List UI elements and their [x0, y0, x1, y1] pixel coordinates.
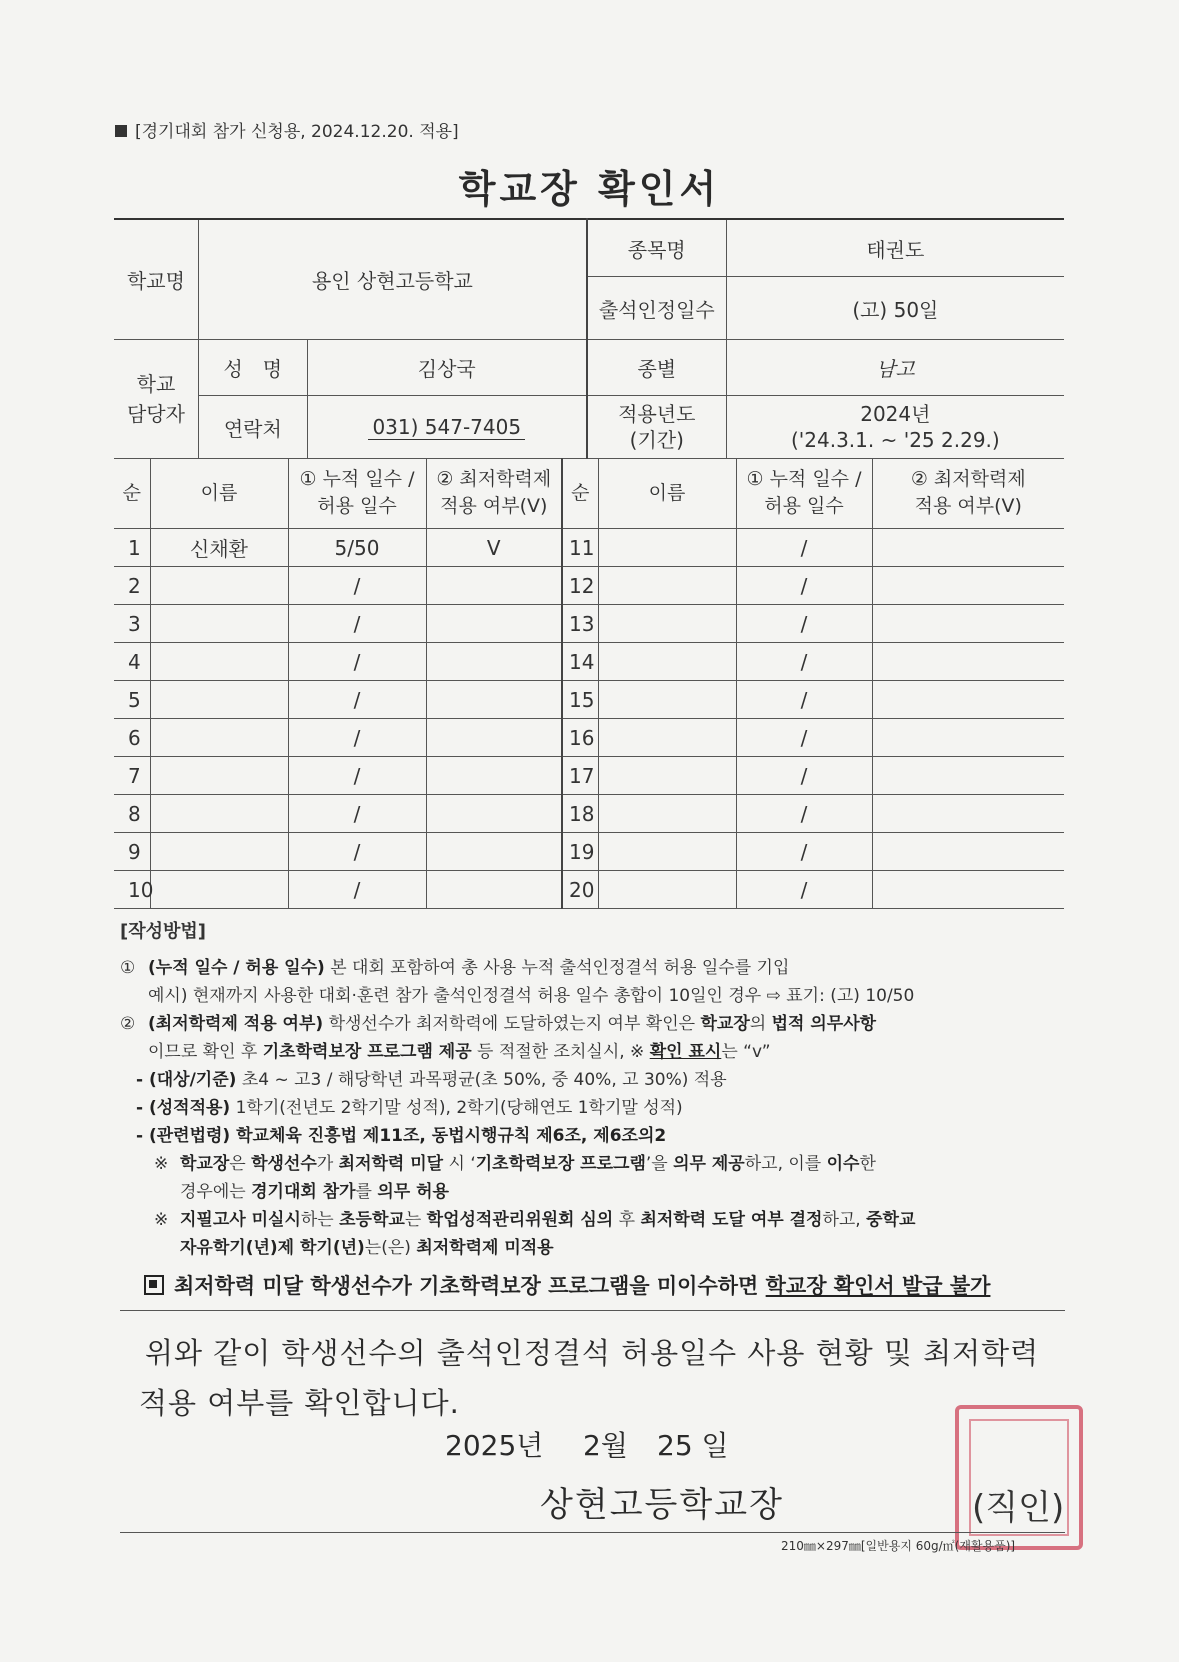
bullet-target: - (대상/기준) 초4 ~ 고3 / 해당학년 과목평균(초 50%, 중 40%, 고 30%) 적용 — [136, 1070, 727, 1090]
row-name — [598, 643, 736, 681]
row-days: / — [736, 719, 872, 757]
row-days: / — [288, 567, 426, 605]
row-check — [426, 681, 562, 719]
row-days: / — [288, 871, 426, 909]
info-table — [114, 218, 1064, 459]
row-name — [150, 719, 288, 757]
row-no: 16 — [562, 719, 598, 757]
roster-header-row — [114, 458, 1064, 529]
row-days: / — [736, 833, 872, 871]
header-no: 순 — [562, 458, 598, 529]
contact-cell — [307, 396, 587, 459]
instruction-1: ① (누적 일수 / 허용 일수) 본 대회 포함하여 총 사용 누적 출석인정결석 허용 일수를 기입 — [120, 958, 790, 978]
row-days: / — [288, 643, 426, 681]
row-check — [872, 605, 1064, 643]
row-check — [426, 871, 562, 909]
roster-table — [114, 458, 1064, 909]
row-check — [426, 643, 562, 681]
row-name — [598, 529, 736, 567]
row-check — [872, 757, 1064, 795]
row-name — [598, 833, 736, 871]
paper-spec: 210㎜×297㎜[일반용지 60g/㎡(재활용품)] — [781, 1539, 1016, 1553]
row-no: 17 — [562, 757, 598, 795]
row-days: / — [288, 795, 426, 833]
row-days: / — [736, 871, 872, 909]
date-year: 2025년 — [445, 1429, 544, 1462]
header-days: ① 누적 일수 / 허용 일수 — [288, 458, 426, 529]
row-check — [872, 529, 1064, 567]
school-label: 학교명 — [114, 219, 198, 340]
header-days: ① 누적 일수 / 허용 일수 — [736, 458, 872, 529]
row-no: 15 — [562, 681, 598, 719]
row-check — [872, 643, 1064, 681]
table-row — [114, 567, 1064, 605]
notice-line: 최저학력 미달 학생선수가 기초학력보장 프로그램을 미이수하면 학교장 확인서 발급 불가 — [144, 1270, 990, 1300]
row-no: 4 — [114, 643, 150, 681]
table-row — [114, 681, 1064, 719]
row-days: / — [288, 833, 426, 871]
row-no: 6 — [114, 719, 150, 757]
row-no: 7 — [114, 757, 150, 795]
row-days: / — [288, 605, 426, 643]
confirmation-text — [139, 1328, 1040, 1428]
table-row — [114, 643, 1064, 681]
row-no: 14 — [562, 643, 598, 681]
row-no: 18 — [562, 795, 598, 833]
bullet-laws: - (관련법령) 학교체육 진흥법 제11조, 동법시행규칙 제6조, 제6조의2 — [136, 1126, 667, 1146]
contact-label: 연락처 — [198, 396, 307, 459]
row-days: / — [736, 681, 872, 719]
row-check — [426, 757, 562, 795]
year-label: 적용년도 (기간) — [587, 396, 726, 459]
row-days: / — [736, 757, 872, 795]
row-no: 11 — [562, 529, 598, 567]
table-row — [114, 605, 1064, 643]
row-check — [426, 833, 562, 871]
instruction-1-example: 예시) 현재까지 사용한 대회·훈련 참가 출석인정결석 허용 일수 총합이 10일인 경우 ⇨ 표기: (고) 10/50 — [148, 986, 915, 1006]
row-days: / — [736, 643, 872, 681]
header-check: ② 최저학력제 적용 여부(V) — [426, 458, 562, 529]
row-no: 2 — [114, 567, 150, 605]
row-days: / — [736, 529, 872, 567]
row-days: / — [288, 681, 426, 719]
row-name — [150, 605, 288, 643]
form-tag — [115, 117, 459, 142]
row-name — [150, 871, 288, 909]
checkbox-square-icon — [144, 1275, 164, 1295]
period-value: ('24.3.1. ~ '25 2.29.) — [790, 428, 1000, 452]
row-name — [598, 681, 736, 719]
form-tag-text: [경기대회 참가 신청용, 2024.12.20. 적용] — [135, 122, 459, 142]
row-name — [598, 871, 736, 909]
date-day: 25 일 — [657, 1429, 729, 1462]
row-check — [872, 795, 1064, 833]
confirmation-line-1: 위와 같이 학생선수의 출석인정결석 허용일수 사용 현황 및 최저학력 — [145, 1336, 1040, 1370]
footer-divider — [120, 1532, 1065, 1533]
category-value: 남고 — [726, 340, 1064, 396]
table-row — [114, 719, 1064, 757]
row-name — [150, 795, 288, 833]
table-row — [114, 795, 1064, 833]
confirmation-line-2: 적용 여부를 확인합니다. — [139, 1386, 460, 1420]
row-days: / — [288, 719, 426, 757]
row-check — [872, 567, 1064, 605]
row-name: 신채환 — [150, 529, 288, 567]
row-name — [150, 567, 288, 605]
writing-instructions — [120, 918, 1070, 1262]
row-no: 12 — [562, 567, 598, 605]
header-check: ② 최저학력제 적용 여부(V) — [872, 458, 1064, 529]
category-label: 종별 — [587, 340, 726, 396]
contact-value: 031) 547-7405 — [368, 415, 525, 440]
row-check — [872, 719, 1064, 757]
header-name: 이름 — [150, 458, 288, 529]
row-name — [150, 681, 288, 719]
row-days: / — [288, 757, 426, 795]
table-row — [114, 871, 1064, 909]
square-bullet-icon — [115, 125, 127, 137]
instructions-heading: [작성방법] — [120, 921, 207, 942]
row-check — [872, 681, 1064, 719]
bullet-grades: - (성적적용) 1학기(전년도 2학기말 성적), 2학기(당해연도 1학기말 성적) — [136, 1098, 683, 1118]
row-no: 1 — [114, 529, 150, 567]
row-check — [426, 795, 562, 833]
attendance-value: (고) 50일 — [726, 277, 1064, 340]
sport-value: 태권도 — [726, 219, 1064, 277]
year-cell — [726, 396, 1064, 459]
row-name — [598, 719, 736, 757]
header-name: 이름 — [598, 458, 736, 529]
row-name — [598, 795, 736, 833]
table-row — [114, 757, 1064, 795]
year-value: 2024년 — [860, 402, 931, 426]
name-label: 성 명 — [198, 340, 307, 396]
row-no: 5 — [114, 681, 150, 719]
name-value: 김상국 — [307, 340, 587, 396]
row-check — [872, 833, 1064, 871]
row-name — [150, 833, 288, 871]
note-1: ※ 학교장은 학생선수가 최저학력 미달 시 ‘기초학력보장 프로그램’을 의무 제공하고, 이를 이수한 — [154, 1154, 876, 1174]
row-days: / — [736, 605, 872, 643]
header-no: 순 — [114, 458, 150, 529]
manager-label: 학교 담당자 — [114, 340, 198, 459]
sport-label: 종목명 — [587, 219, 726, 277]
note-1-cont: 경우에는 경기대회 참가를 의무 허용 — [180, 1182, 449, 1202]
row-days: 5/50 — [288, 529, 426, 567]
section-divider — [120, 1310, 1065, 1311]
row-check — [426, 719, 562, 757]
table-row — [114, 833, 1064, 871]
school-value: 용인 상현고등학교 — [198, 219, 586, 340]
note-2-cont: 자유학기(년)제 학기(년)는(은) 최저학력제 미적용 — [180, 1238, 554, 1258]
row-no: 9 — [114, 833, 150, 871]
row-name — [598, 757, 736, 795]
date-month: 2월 — [583, 1429, 628, 1462]
row-no: 8 — [114, 795, 150, 833]
row-name — [150, 643, 288, 681]
instruction-2-cont: 이므로 확인 후 기초학력보장 프로그램 제공 등 적절한 조치실시, ※ 확인 표시는 “v” — [148, 1042, 771, 1062]
row-no: 19 — [562, 833, 598, 871]
row-name — [150, 757, 288, 795]
instruction-2: ② (최저학력제 적용 여부) 학생선수가 최저학력에 도달하였는지 여부 확인은 학교장의 법적 의무사항 — [120, 1014, 877, 1034]
note-2: ※ 지필고사 미실시하는 초등학교는 학업성적관리위원회 심의 후 최저학력 도달 여부 결정하고, 중학교 — [154, 1210, 916, 1230]
seal-label: (직인) — [972, 1488, 1065, 1528]
row-check — [872, 871, 1064, 909]
row-no: 13 — [562, 605, 598, 643]
row-no: 20 — [562, 871, 598, 909]
row-no: 3 — [114, 605, 150, 643]
row-no: 10 — [114, 871, 150, 909]
signer-name: 상현고등학교장 — [540, 1485, 784, 1525]
attendance-label: 출석인정일수 — [587, 277, 726, 340]
table-row — [114, 529, 1064, 567]
row-name — [598, 605, 736, 643]
row-check: V — [426, 529, 562, 567]
row-days: / — [736, 567, 872, 605]
page-title: 학교장 확인서 — [458, 167, 721, 211]
row-days: / — [736, 795, 872, 833]
row-name — [598, 567, 736, 605]
row-check — [426, 605, 562, 643]
row-check — [426, 567, 562, 605]
